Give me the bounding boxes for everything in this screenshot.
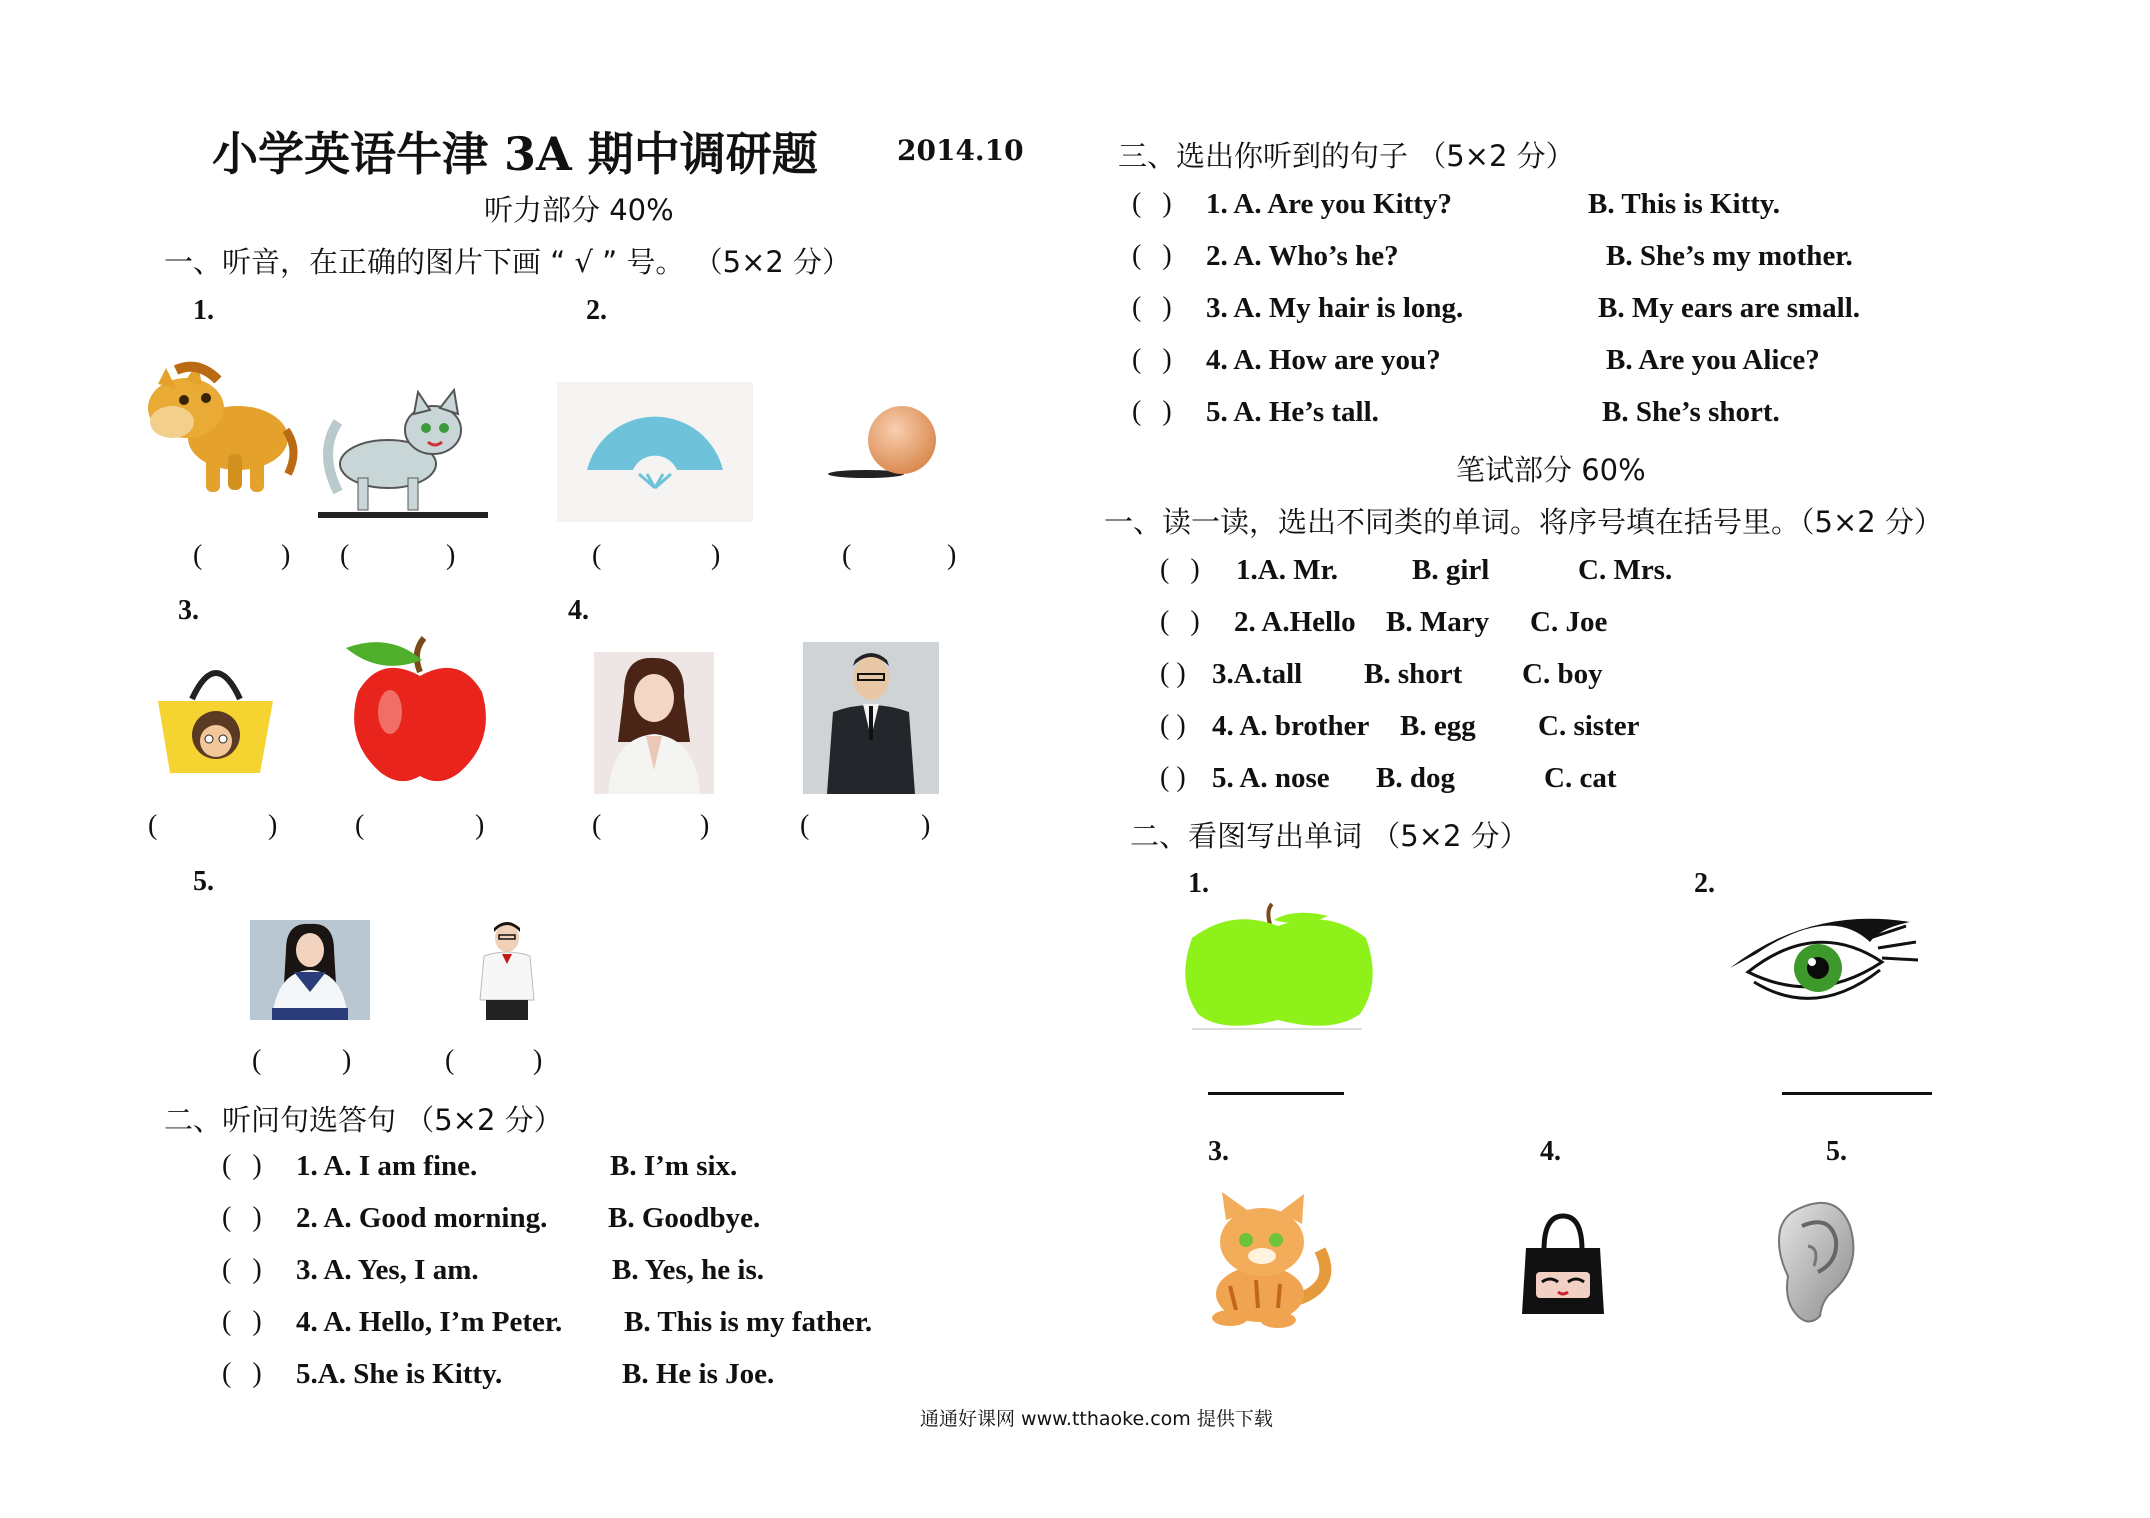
option-a: 5. A. nose [1212,762,1330,794]
option-a: 4. A. brother [1212,710,1370,742]
question-number: 4. [1540,1136,1561,1167]
answer-blank[interactable]: ( ) [1132,396,1172,427]
option-a: 2. A. Good morning. [296,1202,548,1234]
answer-blank[interactable]: ( ) [222,1254,262,1285]
listening-section-label: 听力部分 40% [484,193,674,227]
footer-credit: 通通好课网 www.tthaoke.com 提供下载 [920,1408,1273,1430]
answer-paren-close: ) [947,540,957,571]
option-a: 2. A. Who’s he? [1206,240,1399,272]
option-c: C. boy [1522,658,1603,690]
option-c: C. Joe [1530,606,1608,638]
answer-paren-close: ) [921,810,931,841]
option-b: B. She’s short. [1602,396,1780,428]
answer-paren-close: ) [281,540,291,571]
option-a: 3. A. My hair is long. [1206,292,1464,324]
option-b: B. Yes, he is. [612,1254,764,1286]
option-a: 1. A. I am fine. [296,1150,478,1182]
option-b: B. I’m six. [610,1150,738,1182]
option-b: B. egg [1400,710,1476,742]
answer-paren-open[interactable]: ( [592,810,602,841]
answer-paren-open[interactable]: ( [445,1045,455,1076]
option-b: B. Mary [1386,606,1490,638]
exam-date: 2014.10 [897,134,1024,167]
answer-line[interactable] [1782,1092,1932,1095]
answer-paren-open[interactable]: ( [340,540,350,571]
bag-icon [148,655,283,780]
answer-paren-close: ) [342,1045,352,1076]
ball-icon [826,398,946,498]
option-b: B. short [1364,658,1463,690]
option-c: C. Mrs. [1578,554,1673,586]
listening-part1-heading: 一、听音，在正确的图片下画 “ √ ” 号。 （5×2 分） [164,245,852,279]
green-apple-icon [1182,902,1378,1034]
answer-blank[interactable]: ( ) [1132,292,1172,323]
question-number: 1. [1188,868,1209,899]
listening-part2-heading: 二、听问句选答句 （5×2 分） [164,1103,563,1137]
question-number: 5. [1826,1136,1847,1167]
cat-icon [318,382,488,522]
apple-icon [340,632,500,792]
option-c: C. cat [1544,762,1617,794]
girl-icon [250,920,370,1020]
option-b: B. This is my father. [624,1306,873,1338]
handbag-icon [1518,1210,1608,1320]
option-a: 5.A. She is Kitty. [296,1358,503,1390]
written-section-label: 笔试部分 60% [1456,453,1646,487]
option-a: 1. A. Are you Kitty? [1206,188,1452,220]
answer-paren-close: ) [268,810,278,841]
answer-line[interactable] [1208,1092,1344,1095]
option-b: B. dog [1376,762,1455,794]
option-b: B. girl [1412,554,1490,586]
answer-blank[interactable]: ( ) [1132,344,1172,375]
written-part2-heading: 二、看图写出单词 （5×2 分） [1130,819,1529,853]
answer-paren-open[interactable]: ( [800,810,810,841]
question-number: 2. [586,295,607,326]
boy-icon [462,920,552,1020]
answer-blank[interactable]: ( ) [1160,606,1200,637]
question-number: 5. [193,866,214,897]
answer-paren-open[interactable]: ( [148,810,158,841]
question-number: 3. [178,595,199,626]
answer-blank[interactable]: ( ) [1160,658,1186,689]
answer-paren-close: ) [700,810,710,841]
option-b: B. She’s my mother. [1606,240,1853,272]
answer-blank[interactable]: ( ) [222,1358,262,1389]
page-title: 小学英语牛津 3A 期中调研题 [212,127,818,181]
answer-paren-open[interactable]: ( [592,540,602,571]
answer-paren-open[interactable]: ( [193,540,203,571]
answer-blank[interactable]: ( ) [222,1150,262,1181]
question-number: 2. [1694,868,1715,899]
option-a: 5. A. He’s tall. [1206,396,1379,428]
ear-icon [1766,1196,1862,1326]
question-number: 4. [568,595,589,626]
answer-blank[interactable]: ( ) [1160,554,1200,585]
answer-blank[interactable]: ( ) [1132,240,1172,271]
option-a: 1.A. Mr. [1236,554,1339,586]
written-part1-heading: 一、读一读，选出不同类的单词。将序号填在括号里。（5×2 分） [1104,505,1943,539]
option-a: 4. A. How are you? [1206,344,1441,376]
fan-icon [557,382,753,522]
option-b: B. My ears are small. [1598,292,1861,324]
option-b: B. He is Joe. [622,1358,775,1390]
answer-blank[interactable]: ( ) [222,1202,262,1233]
answer-blank[interactable]: ( ) [222,1306,262,1337]
option-a: 3.A.tall [1212,658,1303,690]
option-c: C. sister [1538,710,1640,742]
question-number: 1. [193,295,214,326]
man-icon [803,642,939,794]
option-a: 2. A.Hello [1234,606,1356,638]
answer-paren-close: ) [533,1045,543,1076]
answer-paren-open[interactable]: ( [252,1045,262,1076]
answer-blank[interactable]: ( ) [1160,710,1186,741]
option-b: B. Are you Alice? [1606,344,1820,376]
answer-blank[interactable]: ( ) [1132,188,1172,219]
answer-paren-close: ) [446,540,456,571]
answer-paren-close: ) [475,810,485,841]
horse-icon [138,350,298,500]
option-b: B. Goodbye. [608,1202,761,1234]
option-b: B. This is Kitty. [1588,188,1781,220]
listening-part3-heading: 三、选出你听到的句子 （5×2 分） [1118,139,1575,173]
option-a: 3. A. Yes, I am. [296,1254,479,1286]
eye-icon [1720,908,1920,1028]
kitten-icon [1170,1190,1340,1330]
answer-blank[interactable]: ( ) [1160,762,1186,793]
answer-paren-open[interactable]: ( [842,540,852,571]
answer-paren-open[interactable]: ( [355,810,365,841]
question-number: 3. [1208,1136,1229,1167]
option-a: 4. A. Hello, I’m Peter. [296,1306,563,1338]
answer-paren-close: ) [711,540,721,571]
woman-icon [594,652,714,794]
